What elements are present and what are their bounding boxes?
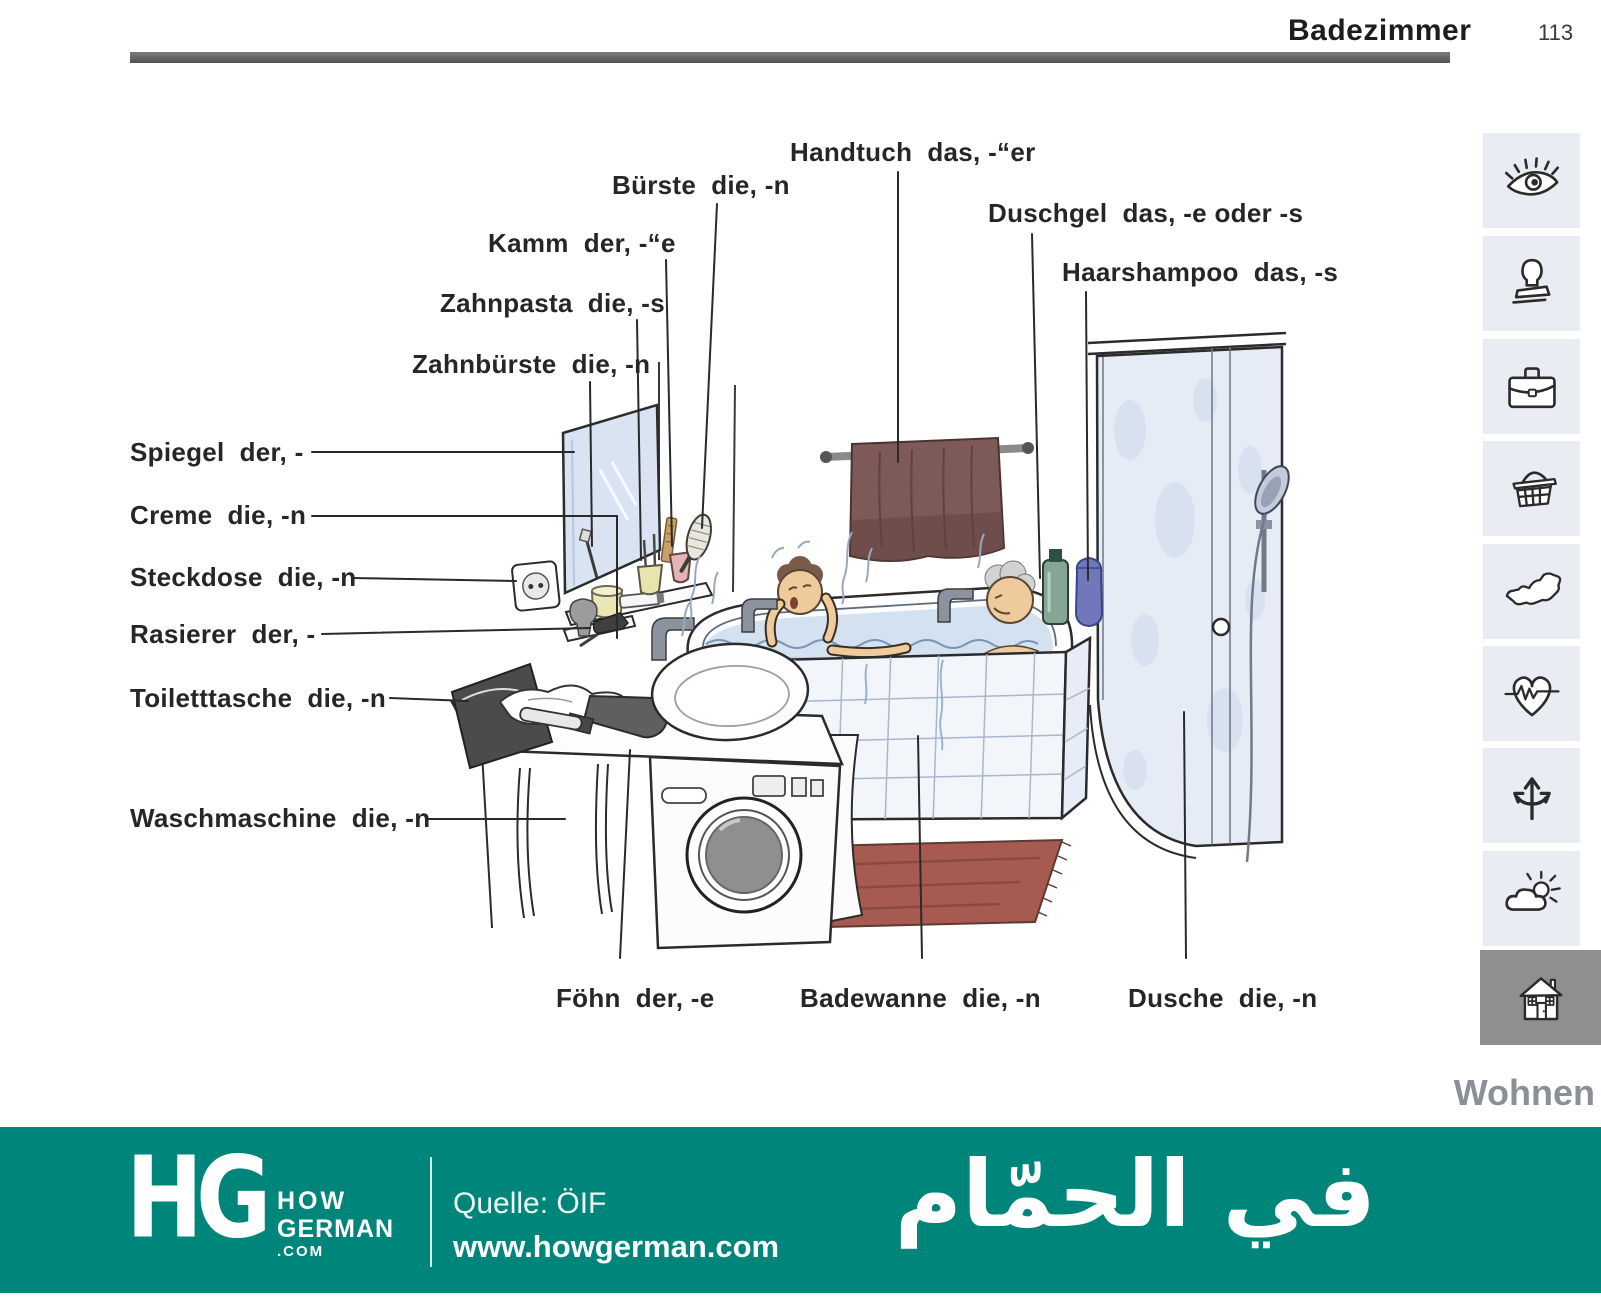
washing-machine: [650, 757, 840, 948]
label-foehn: Föhn der, -e: [556, 983, 715, 1013]
section-tab: Wohnen: [1453, 1072, 1595, 1113]
shower-cabin: [1088, 333, 1296, 862]
duschgel-bottle: [1043, 549, 1068, 624]
power-socket: [512, 561, 561, 611]
label-spiegel: Spiegel der, -: [130, 437, 304, 467]
label-buerste: Bürste die, -n: [612, 170, 790, 200]
sidebar-tab-home-active: [1480, 950, 1601, 1045]
eye-icon: [1496, 148, 1568, 214]
briefcase-icon: [1496, 354, 1568, 420]
footer-divider: [430, 1157, 432, 1267]
directions-icon: [1496, 763, 1568, 829]
label-steckdose: Steckdose die, -n: [130, 562, 357, 592]
stamp-icon: [1497, 251, 1567, 317]
sidebar-tab-health: [1483, 646, 1580, 741]
label-dusche: Dusche die, -n: [1128, 983, 1318, 1013]
page-title: Badezimmer: [1288, 14, 1472, 47]
shampoo-bottle: [1076, 558, 1102, 626]
label-rasierer: Rasierer der, -: [130, 619, 316, 649]
brand-line-1: HOW: [277, 1187, 348, 1215]
heart-ecg-icon: [1496, 661, 1568, 727]
sidebar-tab-eye: [1483, 133, 1580, 228]
label-toiletttasche: Toiletttasche die, -n: [130, 683, 387, 713]
label-waschmaschine: Waschmaschine die, -n: [130, 803, 431, 833]
source-credit: Quelle: ÖIF: [453, 1187, 607, 1220]
towel: [820, 438, 1034, 561]
sidebar-tab-directions: [1483, 748, 1580, 843]
footer-bar: [0, 1127, 1601, 1293]
austria-map-icon: [1495, 559, 1569, 625]
home-icon: [1503, 963, 1579, 1033]
brand-logo: HG: [126, 1133, 265, 1264]
label-zahnpasta: Zahnpasta die, -s: [440, 288, 666, 318]
sidebar-tab-weather: [1483, 851, 1580, 946]
sidebar-tab-stamp: [1483, 236, 1580, 331]
basket-icon: [1496, 456, 1568, 522]
label-haarshampoo: Haarshampoo das, -s: [1062, 257, 1339, 287]
label-duschgel: Duschgel das, -e oder -s: [988, 198, 1304, 228]
label-zahnbuerste: Zahnbürste die, -n: [412, 349, 651, 379]
shower-door-handle: [1213, 619, 1229, 635]
sidebar-tab-austria: [1483, 544, 1580, 639]
brand-line-3: .COM: [277, 1243, 325, 1260]
brand-line-2: GERMAN: [277, 1215, 395, 1243]
label-handtuch: Handtuch das, -“er: [790, 137, 1036, 167]
label-kamm: Kamm der, -“e: [488, 228, 676, 258]
website-url: www.howgerman.com: [453, 1229, 780, 1264]
sidebar-tab-briefcase: [1483, 339, 1580, 434]
label-badewanne: Badewanne die, -n: [800, 983, 1041, 1013]
arabic-title: في الحمّام: [894, 1141, 1376, 1248]
sidebar-tab-basket: [1483, 441, 1580, 536]
label-creme: Creme die, -n: [130, 500, 307, 530]
page-number: 113: [1538, 20, 1574, 45]
weather-icon: [1495, 866, 1569, 932]
